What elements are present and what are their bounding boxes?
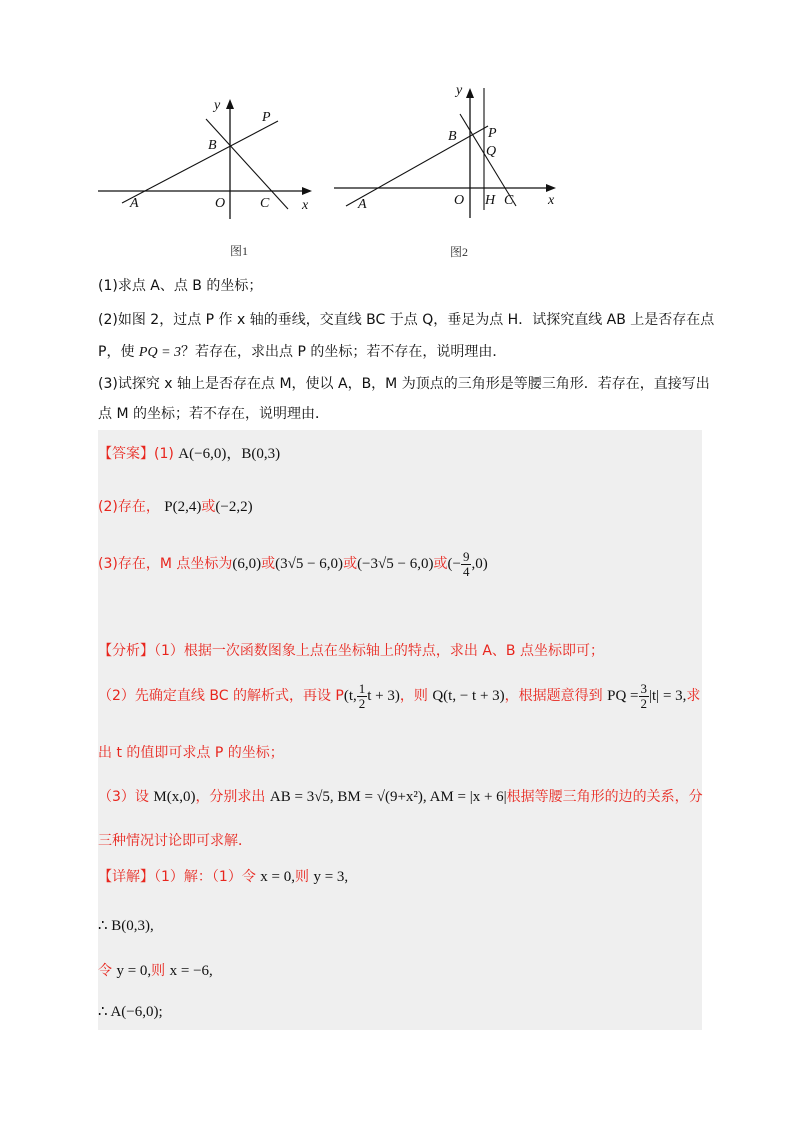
fig2-label-x: x [548, 193, 555, 208]
answer-line-2 [98, 496, 253, 516]
answer-2-or: 或 [201, 499, 216, 515]
question-3-line-1: (3)试探究 x 轴上是否存在点 M，使以 A，B，M 为顶点的三角形是等腰三角形．若存在，直接写出 [98, 376, 710, 392]
answer-3-or-2: 或 [343, 555, 358, 572]
fig1-label-y: y [214, 98, 221, 113]
fig1-label-A: A [130, 196, 139, 211]
detail-line-4: ∴ A(−6,0); [98, 1004, 163, 1020]
answer-2-label: (2)存在， [98, 499, 160, 515]
answer-3-M3: (−3√5 − 6,0) [357, 555, 434, 572]
analysis-math-P: (t, $\frac{1}{2}$ t + 3) [343, 681, 400, 711]
figure-1 [90, 95, 320, 265]
fig2-label-P: P [488, 126, 497, 141]
detail-line-1: 【详解】（1）解：（1）令 x = 0,则 y = 3, [98, 869, 349, 885]
fig2-label-O: O [454, 193, 465, 208]
analysis-math-Q: Q(t, − t + 3) [432, 687, 505, 704]
answer-3-M2: (3√5 − 6,0) [275, 555, 344, 572]
fig2-label-H: H [485, 193, 496, 208]
solution-panel [98, 430, 702, 1030]
question-2-line-1: (2)如图 2，过点 P 作 x 轴的垂线，交直线 BC 于点 Q，垂足为点 H．试探究直线 AB 上是否存在点 [98, 312, 715, 328]
figure-2-graph [330, 80, 570, 265]
answer-2-P1: P(2,4) [164, 499, 202, 515]
detail-tag: 【详解】 [98, 869, 154, 885]
analysis-line-2: （2）先确定直线 BC 的解析式，再设 P(t, $\frac{1}{2}$ t + 3)，则 Q(t, − t + 3)，根据题意得到 PQ = $\frac{3}{2}$ |t| = 3,求 [98, 681, 701, 711]
answer-tag: 【答案】 [98, 446, 154, 462]
fig1-label-B: B [208, 138, 217, 153]
question-3-line-2: 点 M 的坐标；若不存在，说明理由． [98, 406, 329, 422]
answer-3-or-3: 或 [433, 555, 448, 572]
detail-line-2: ∴ B(0,3), [98, 918, 154, 934]
answer-3-M4: (− $\frac{9}{4}$ ,0) [447, 549, 488, 579]
fig2-label-Q: Q [486, 144, 497, 159]
answer-1-sep: ， [226, 446, 242, 462]
analysis-line-5: 三种情况讨论即可求解． [98, 833, 252, 849]
answer-1-label: (1) [154, 446, 174, 462]
fig2-label-C: C [504, 193, 514, 208]
fig2-label-B: B [448, 129, 457, 144]
fig2-caption: 图2 [450, 245, 469, 259]
answer-3-or-1: 或 [261, 555, 276, 572]
question-2-prefix: P，使 [98, 344, 139, 360]
answer-3-M1: (6,0) [232, 555, 262, 572]
question-2-line-2 [98, 342, 506, 363]
answer-2-P2: (−2,2) [215, 499, 253, 515]
detail-line-3: 令 y = 0,则 x = −6, [98, 963, 213, 979]
fig1-label-P: P [262, 110, 271, 125]
analysis-tag: 【分析】 [98, 643, 154, 659]
analysis-line-1: 【分析】（1）根据一次函数图象上点在坐标轴上的特点，求出 A、B 点坐标即可； [98, 643, 604, 659]
fig2-label-A: A [358, 197, 367, 212]
answer-line-1 [98, 442, 280, 463]
question-2-suffix: ？若存在，求出点 P 的坐标；若不存在，说明理由． [181, 344, 507, 360]
fig1-caption: 图1 [230, 244, 249, 258]
question-1: (1)求点 A、点 B 的坐标； [98, 278, 263, 294]
figure-2 [330, 80, 570, 265]
fig1-label-x: x [302, 198, 309, 213]
fig2-label-y: y [456, 83, 463, 98]
answer-1-B: B(0,3) [241, 446, 281, 462]
answer-line-3 [98, 550, 488, 579]
analysis-line-4: （3）设 M(x,0)，分别求出 AB = 3√5, BM = √(9+x²), AM = |x + 6|根据等腰三角形的边的关系，分 [98, 789, 703, 805]
fig1-label-O: O [215, 196, 226, 211]
question-2-math: PQ = 3 [138, 345, 182, 360]
answer-1-A: A(−6,0) [178, 446, 227, 462]
analysis-math-PQ: PQ = $\frac{3}{2}$ |t| = 3, [607, 681, 687, 711]
fig1-label-C: C [260, 196, 270, 211]
figure-1-graph [90, 95, 320, 265]
analysis-line-3: 出 t 的值即可求点 P 的坐标； [98, 745, 284, 761]
answer-3-label: (3)存在，M 点坐标为 [98, 555, 233, 572]
